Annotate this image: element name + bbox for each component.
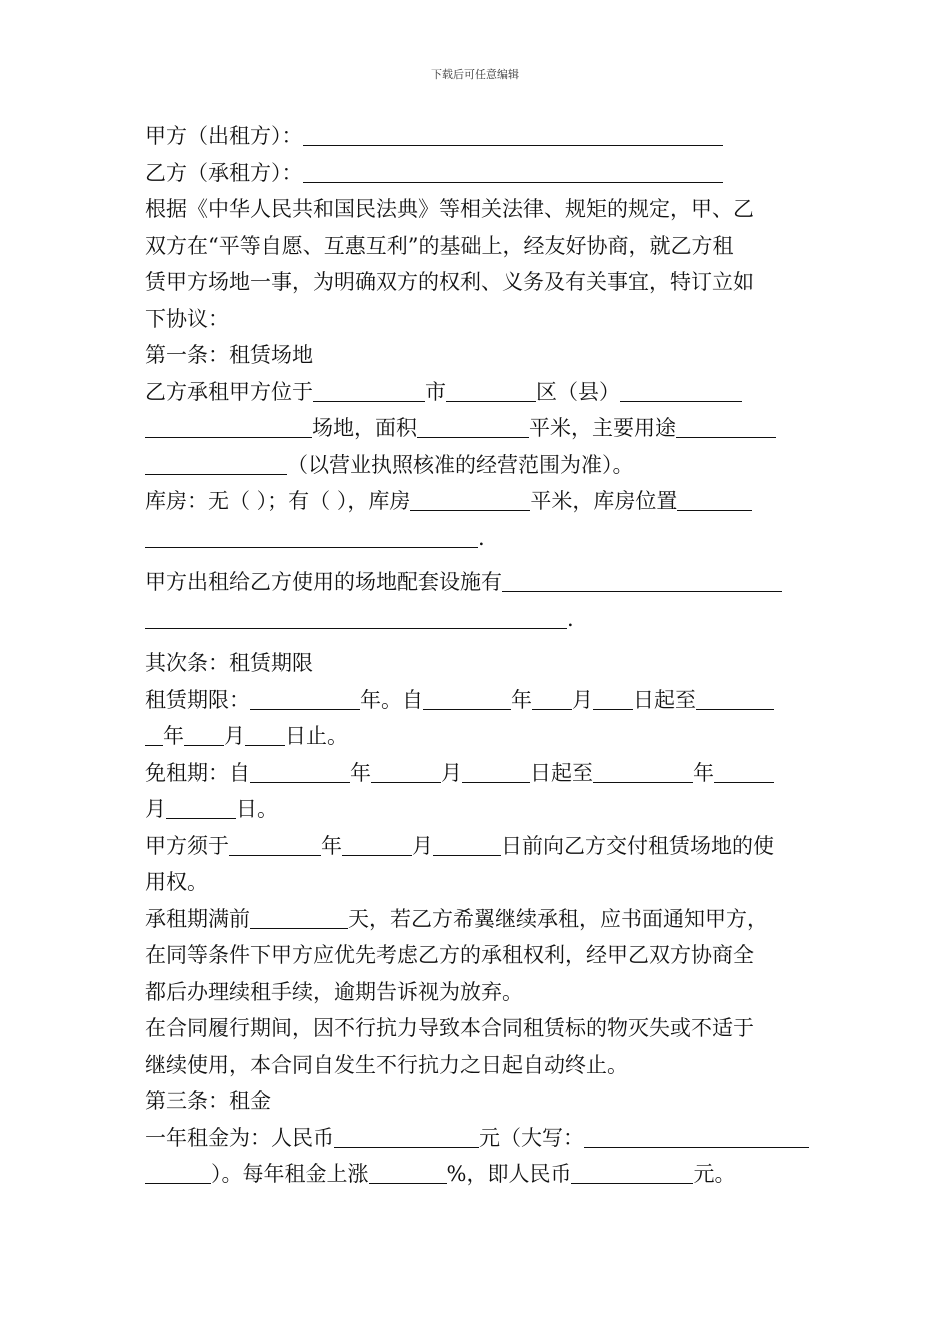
contract-line [145, 337, 810, 374]
fill-in-blank[interactable] [714, 762, 774, 783]
fill-in-blank[interactable] [145, 527, 478, 548]
line-text: 平米，主要用途 [529, 416, 676, 440]
line-text: 年 [350, 760, 371, 785]
line-text: 年 [511, 687, 532, 712]
line-text: %，即人民币 [446, 1162, 572, 1186]
line-text: 日起至 [530, 760, 593, 785]
fill-in-blank[interactable] [371, 762, 441, 783]
contract-line [145, 228, 810, 265]
fill-in-blank[interactable] [145, 454, 287, 475]
contract-line [145, 483, 810, 520]
fill-in-blank[interactable] [229, 835, 321, 856]
line-text: 年。自 [360, 687, 423, 712]
fill-in-blank[interactable] [571, 1163, 693, 1184]
line-text: 库房：无（ ）；有（ ），库房 [145, 489, 411, 513]
line-text: 日起至 [633, 687, 696, 712]
line-text: 继续使用，本合同自发生不行抗力之日起自动终止。 [145, 1052, 628, 1077]
contract-line [145, 791, 810, 828]
line-text: 天，若乙方希翼继续承租，应书面通知甲方， [348, 906, 768, 931]
fill-in-blank[interactable] [417, 417, 529, 438]
fill-in-blank[interactable] [313, 381, 425, 402]
line-text: 都后办理续租手续，逾期告诉视为放弃。 [145, 979, 523, 1004]
fill-in-blank[interactable] [462, 762, 530, 783]
contract-line [145, 410, 810, 447]
contract-line [145, 1047, 810, 1084]
fill-in-blank[interactable] [696, 689, 774, 710]
fill-in-blank[interactable] [584, 1127, 809, 1148]
line-text: 月 [441, 760, 462, 785]
contract-line [145, 682, 810, 719]
line-text: 日。 [236, 797, 278, 821]
line-text: 其次条：租赁期限 [145, 651, 313, 675]
line-text: （以营业执照核准的经营范围为准）。 [287, 452, 634, 477]
line-text: 平米，库房位置 [530, 489, 678, 513]
contract-line [145, 718, 810, 755]
line-text: 日止。 [285, 724, 348, 748]
contract-body [145, 118, 810, 1193]
paragraph-spacer [145, 637, 810, 645]
fill-in-blank[interactable] [145, 725, 163, 746]
line-text: . [478, 525, 485, 550]
fill-in-blank[interactable] [593, 689, 633, 710]
line-text: 元。 [693, 1162, 736, 1186]
fill-in-blank[interactable] [342, 835, 412, 856]
contract-line [145, 155, 810, 192]
fill-in-blank[interactable] [250, 689, 360, 710]
contract-line [145, 520, 810, 557]
line-text: 年 [321, 833, 342, 858]
contract-line [145, 937, 810, 974]
fill-in-blank[interactable] [303, 125, 723, 146]
line-text: 在同等条件下甲方应优先考虑乙方的承租权利，经甲乙双方协商全 [145, 943, 754, 967]
line-text: 乙方（承租方）： [145, 160, 303, 185]
fill-in-blank[interactable] [334, 1127, 479, 1148]
fill-in-blank[interactable] [446, 381, 536, 402]
contract-line [145, 901, 810, 938]
contract-line [145, 1120, 810, 1157]
fill-in-blank[interactable] [433, 835, 501, 856]
line-text: . [567, 606, 574, 631]
line-text: 赁甲方场地一事，为明确双方的权利、义务及有关事宜，特订立如 [145, 270, 754, 294]
line-text: 场地，面积 [312, 416, 417, 440]
line-text: 月 [145, 797, 166, 821]
line-text: 区（县） [536, 379, 620, 404]
line-text: 在合同履行期间，因不行抗力导致本合同租赁标的物灭失或不适于 [145, 1016, 754, 1040]
fill-in-blank[interactable] [250, 762, 350, 783]
line-text: 乙方承租甲方位于 [145, 379, 313, 404]
fill-in-blank[interactable] [620, 381, 742, 402]
contract-line [145, 1010, 810, 1047]
line-text: 一年租金为：人民币 [145, 1125, 334, 1150]
line-text: 用权。 [145, 870, 208, 894]
contract-line [145, 301, 810, 338]
fill-in-blank[interactable] [410, 490, 530, 511]
fill-in-blank[interactable] [245, 725, 285, 746]
fill-in-blank[interactable] [303, 162, 723, 183]
fill-in-blank[interactable] [593, 762, 693, 783]
contract-line [145, 118, 810, 155]
line-text: 根据《中华人民共和国民法典》等相关法律、规矩的规定，甲、乙 [145, 197, 754, 221]
line-text: 年 [163, 724, 184, 748]
fill-in-blank[interactable] [423, 689, 511, 710]
fill-in-blank[interactable] [250, 908, 348, 929]
line-text: 第一条：租赁场地 [145, 343, 313, 367]
contract-line [145, 755, 810, 792]
contract-line [145, 601, 810, 638]
fill-in-blank[interactable] [184, 725, 224, 746]
fill-in-blank[interactable] [676, 417, 776, 438]
line-text: 甲方（出租方）： [145, 124, 303, 148]
fill-in-blank[interactable] [145, 417, 312, 438]
contract-line [145, 864, 810, 901]
line-text: 日前向乙方交付租赁场地的使 [501, 833, 774, 858]
contract-line [145, 1156, 810, 1193]
contract-line [145, 645, 810, 682]
line-text: 市 [425, 379, 446, 404]
line-text: 月 [412, 833, 433, 858]
page-header-note: 下载后可任意编辑 [431, 68, 519, 81]
line-text: 下协议： [145, 306, 229, 331]
fill-in-blank[interactable] [677, 490, 752, 511]
line-text: ）。每年租金上涨 [211, 1162, 369, 1186]
line-text: 第三条：租金 [145, 1089, 271, 1113]
line-text: 年 [693, 760, 714, 785]
line-text: 租赁期限： [145, 687, 250, 712]
line-text: 双方在“平等自愿、互惠互利”的基础上，经友好协商，就乙方租 [145, 233, 734, 258]
contract-line [145, 1083, 810, 1120]
line-text: 甲方出租给乙方使用的场地配套设施有 [145, 570, 502, 594]
line-text: 元（大写： [479, 1125, 584, 1150]
line-text: 免租期：自 [145, 760, 250, 785]
line-text: 月 [572, 687, 593, 712]
fill-in-blank[interactable] [369, 1163, 447, 1184]
fill-in-blank[interactable] [145, 608, 567, 629]
contract-line [145, 191, 810, 228]
contract-line [145, 974, 810, 1011]
contract-line [145, 374, 810, 411]
fill-in-blank[interactable] [166, 798, 236, 819]
line-text: 甲方须于 [145, 833, 229, 858]
fill-in-blank[interactable] [145, 1163, 211, 1184]
contract-line [145, 447, 810, 484]
line-text: 月 [224, 724, 245, 748]
contract-line [145, 564, 810, 601]
contract-line [145, 264, 810, 301]
fill-in-blank[interactable] [502, 571, 782, 592]
fill-in-blank[interactable] [532, 689, 572, 710]
paragraph-spacer [145, 556, 810, 564]
contract-line [145, 828, 810, 865]
line-text: 承租期满前 [145, 906, 250, 931]
